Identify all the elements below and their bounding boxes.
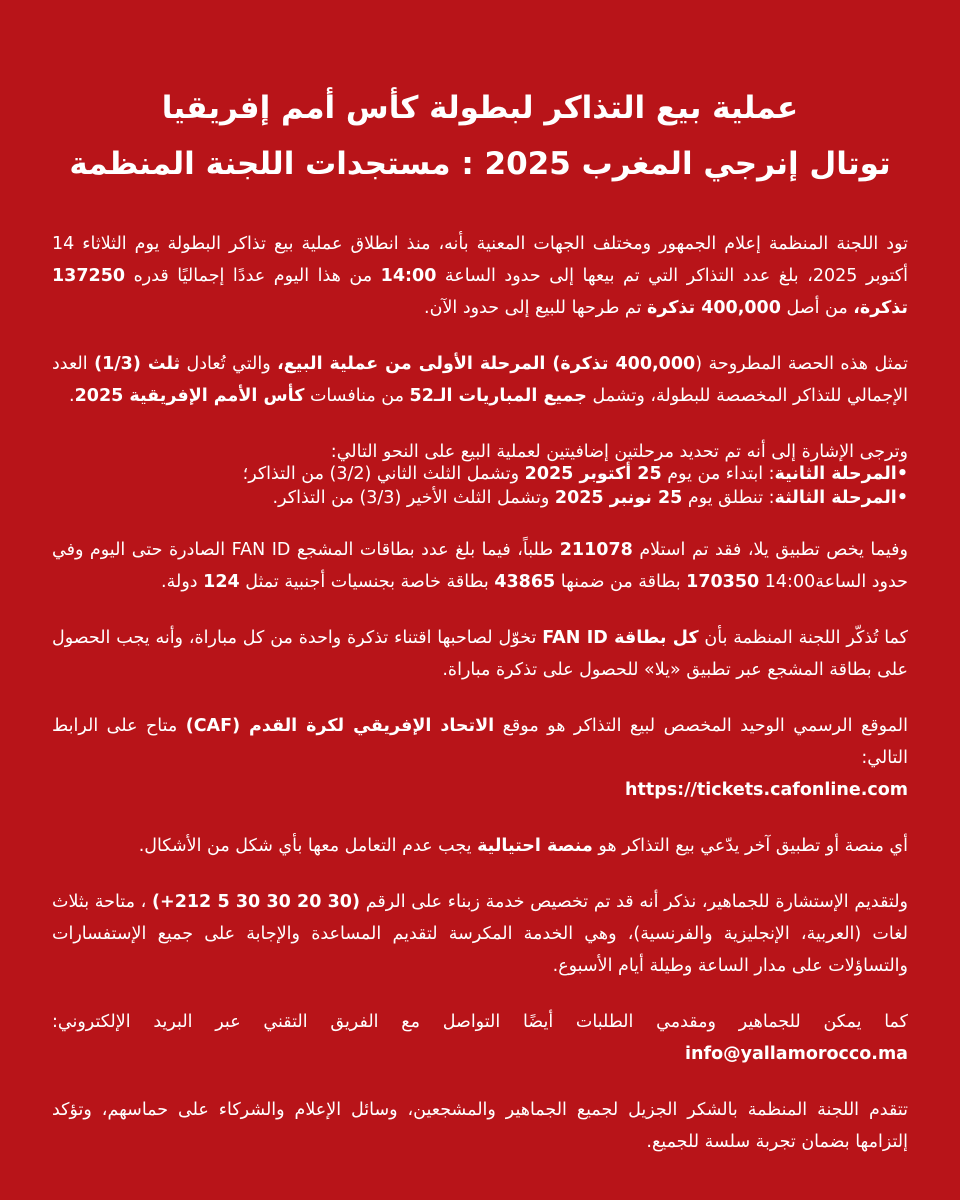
all-matches-label: جميع المباريات الـ52 xyxy=(409,386,587,406)
text: وتشمل الثلث الثاني (3/2) من التذاكر؛ xyxy=(242,464,525,484)
text: من منافسات xyxy=(304,386,410,406)
text: : ابتداء من يوم xyxy=(661,464,775,484)
text: تم طرحها للبيع إلى حدود الآن. xyxy=(424,298,648,318)
text: : تنطلق يوم xyxy=(682,488,775,508)
paragraph-official-site xyxy=(52,710,908,806)
phases-list xyxy=(52,462,908,510)
official-ticket-link[interactable]: https://tickets.cafonline.com xyxy=(625,780,908,800)
paragraph-yalla-app xyxy=(52,534,908,598)
text: بطاقة خاصة بجنسيات أجنبية تمثل xyxy=(239,572,495,592)
caf-name: الاتحاد الإفريقي لكرة القدم (CAF) xyxy=(185,716,495,736)
tournament-name: كأس الأمم الإفريقية 2025 xyxy=(74,386,305,406)
list-item-phase-2 xyxy=(52,462,908,486)
text: يجب عدم التعامل معها بأي شكل من الأشكال. xyxy=(138,836,478,856)
requests-count: 211078 xyxy=(559,540,633,560)
tickets-offered-count: 400,000 تذكرة xyxy=(647,298,781,318)
text: الموقع الرسمي الوحيد المخصص لبيع التذاكر هو موقع xyxy=(494,716,908,736)
release-body xyxy=(52,228,908,1158)
text: وفيما يخص تطبيق يلا، فقد تم استلام xyxy=(632,540,908,560)
customer-service-phone[interactable]: (+212 5 30 30 20 30) xyxy=(152,892,360,912)
paragraph-customer-service xyxy=(52,886,908,982)
fan-id-label: كل بطاقة FAN ID xyxy=(542,628,699,648)
paragraph-email xyxy=(52,1006,908,1070)
fan-id-count: 170350 xyxy=(686,572,760,592)
text: كما تُذكّر اللجنة المنظمة بأن xyxy=(698,628,909,648)
text: دولة. xyxy=(161,572,204,592)
countries-count: 124 xyxy=(203,572,240,592)
paragraph-phases-intro: وترجى الإشارة إلى أنه تم تحديد مرحلتين إضافيتين لعملية البيع على النحو التالي: xyxy=(330,442,908,462)
support-email-link[interactable]: info@yallamorocco.ma xyxy=(685,1044,908,1064)
sales-time: 14:00 xyxy=(380,266,437,286)
phase-name: المرحلة الثالثة xyxy=(774,488,897,508)
text: كما يمكن للجماهير ومقدمي الطلبات أيضًا التواصل مع الفريق التقني عبر البريد الإلكتروني: xyxy=(52,1012,908,1032)
foreign-cards-count: 43865 xyxy=(494,572,556,592)
bullet-icon: • xyxy=(896,488,908,508)
text: وتشمل الثلث الأخير (3/3) من التذاكر. xyxy=(272,488,555,508)
text: من هذا اليوم عددًا إجماليًا قدره xyxy=(125,266,381,286)
text: تخوّل لصاحبها اقتناء تذكرة واحدة من كل مباراة، وأنه يجب الحصول على بطاقة المشجع عبر تطبيق «يلا» للحصول على تذكرة مباراة. xyxy=(52,628,908,680)
text: أي منصة أو تطبيق آخر يدّعي بيع التذاكر هو xyxy=(592,836,908,856)
paragraph-first-phase xyxy=(52,348,908,412)
paragraph-ticket-sales xyxy=(52,228,908,324)
phase-name: المرحلة الثانية xyxy=(774,464,897,484)
headline xyxy=(52,80,908,192)
third-fraction: ثلث (1/3) xyxy=(94,354,181,374)
text: طلباً، فيما بلغ عدد بطاقات المشجع FAN ID الصادرة حتى اليوم وفي حدود الساعة14:00 xyxy=(52,540,908,592)
text: تود اللجنة المنظمة إعلام الجمهور ومختلف الجهات المعنية بأنه، منذ انطلاق عملية بيع تذاكر البطولة يوم الثلاثاء 14 أكتوبر 2025، بلغ عدد التذاكر التي تم بيعها إلى حدود الساعة xyxy=(52,234,908,286)
text: ، متاحة بثلاث لغات (العربية، الإنجليزية والفرنسية)، وهي الخدمة المكرسة لتقديم المساعدة والإجابة على جميع الإستفسارات والتساؤلات على مدار الساعة وطيلة أيام الأسبوع. xyxy=(52,892,908,976)
text: متاح على الرابط التالي: xyxy=(52,716,908,768)
text: من أصل xyxy=(780,298,854,318)
bullet-icon: • xyxy=(896,464,908,484)
text: والتي تُعادل xyxy=(180,354,278,374)
paragraph-thanks: تتقدم اللجنة المنظمة بالشكر الجزيل لجميع الجماهير والمشجعين، وسائل الإعلام والشركاء على حماسهم، وتؤكد إلتزامها بضمان تجربة سلسة للجميع. xyxy=(52,1100,908,1152)
first-phase-label: 400,000 تذكرة) المرحلة الأولى من عملية البيع، xyxy=(277,354,696,374)
text: . xyxy=(69,386,75,406)
text: ولتقديم الإستشارة للجماهير، نذكر أنه قد تم تخصيص خدمة زبناء على الرقم xyxy=(359,892,908,912)
phase-date: 25 نونبر 2025 xyxy=(554,488,683,508)
paragraph-fraud-warning xyxy=(52,830,908,862)
text: العدد الإجمالي للتذاكر المخصصة للبطولة، وتشمل xyxy=(52,354,908,406)
phase-date: 25 أكتوبر 2025 xyxy=(524,464,662,484)
headline-line-1: عملية بيع التذاكر لبطولة كأس أمم إفريقيا xyxy=(161,90,799,126)
fraud-label: منصة احتيالية xyxy=(477,836,593,856)
list-item-phase-3 xyxy=(52,486,908,510)
paragraph-fan-id xyxy=(52,622,908,686)
text: بطاقة من ضمنها xyxy=(555,572,687,592)
tickets-sold-count: 137250 تذكرة، xyxy=(52,266,908,318)
headline-line-2: توتال إنرجي المغرب 2025 : مستجدات اللجنة المنظمة xyxy=(69,146,891,182)
text: تمثل هذه الحصة المطروحة ( xyxy=(695,354,908,374)
